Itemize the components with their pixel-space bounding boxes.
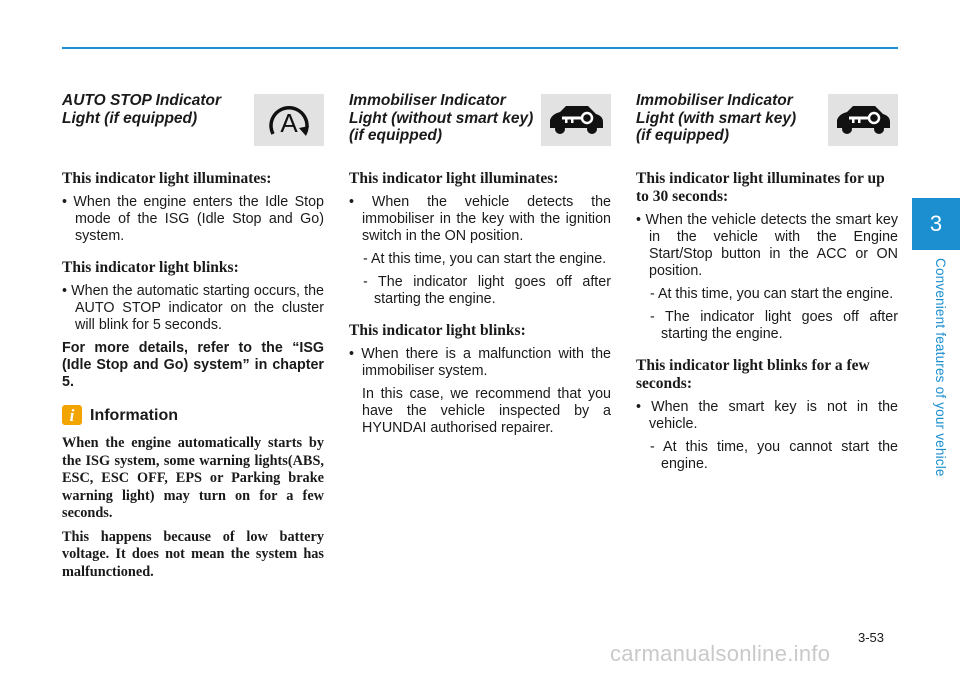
section-title bbox=[62, 92, 247, 127]
column-auto-stop bbox=[62, 92, 324, 587]
section-header bbox=[62, 92, 324, 156]
information-text: When the engine automatically starts by the ISG system, some warning lights(ABS, ESC, ESC OFF, EPS or Parking brake warning light) may turn on for a few seconds. bbox=[62, 435, 324, 521]
immobiliser-key-car-icon bbox=[828, 94, 898, 146]
dash-item: - At this time, you can start the engine. bbox=[363, 251, 607, 267]
svg-text:A: A bbox=[280, 108, 298, 138]
immobiliser-key-car-icon bbox=[541, 94, 611, 146]
paragraph: In this case, we recommend that you have the vehicle inspected by a HYUNDAI authorised repairer. bbox=[362, 386, 611, 436]
title-line: AUTO STOP Indicator bbox=[62, 92, 222, 109]
reference-note: For more details, refer to the “ISG (Idle Stop and Go) system” in chapter 5. bbox=[62, 340, 324, 390]
subheading: This indicator light blinks for a few seconds: bbox=[636, 357, 870, 392]
subheading: This indicator light illuminates: bbox=[62, 170, 272, 187]
title-line: Immobiliser Indicator bbox=[349, 92, 506, 109]
bullet-item: • When the vehicle detects the immobiliser in the key with the ignition switch in the ON position. bbox=[349, 194, 611, 244]
title-line: (if equipped) bbox=[636, 127, 729, 144]
dash-item: - At this time, you can start the engine. bbox=[650, 286, 894, 302]
auto-stop-A-icon bbox=[254, 94, 324, 146]
information-title: Information bbox=[90, 406, 178, 424]
section-header bbox=[349, 92, 611, 156]
dash-item: - The indicator light goes off after starting the engine. bbox=[650, 309, 898, 342]
dash-item: - The indicator light goes off after starting the engine. bbox=[363, 274, 611, 307]
section-header bbox=[636, 92, 898, 156]
column-immobiliser-without-smart-key bbox=[349, 92, 611, 443]
title-line: Light (without smart key) bbox=[349, 109, 534, 127]
bullet-item: • When the vehicle detects the smart key in the vehicle with the Engine Start/Stop button in the ACC or ON position. bbox=[636, 212, 898, 279]
subheading: This indicator light illuminates for up to 30 seconds: bbox=[636, 170, 885, 205]
subheading: This indicator light blinks: bbox=[62, 259, 239, 276]
bullet-item: • When the automatic starting occurs, the AUTO STOP indicator on the cluster will blink for 5 seconds. bbox=[62, 283, 324, 333]
top-rule bbox=[62, 47, 898, 49]
page-number: 3-53 bbox=[858, 630, 885, 645]
information-heading bbox=[62, 405, 324, 425]
bullet-item: • When the engine enters the Idle Stop mode of the ISG (Idle Stop and Go) system. bbox=[62, 194, 324, 244]
dash-item: - At this time, you cannot start the engine. bbox=[650, 439, 898, 472]
subheading: This indicator light blinks: bbox=[349, 322, 526, 339]
bullet-item: • When the smart key is not in the vehicle. bbox=[636, 399, 898, 432]
information-text: This happens because of low battery voltage. It does not mean the system has malfunctioned. bbox=[62, 528, 324, 580]
chapter-title: Convenient features of your vehicle bbox=[933, 258, 948, 477]
chapter-tab: 3 bbox=[912, 198, 960, 250]
watermark: carmanualsonline.info bbox=[610, 641, 831, 666]
title-line: (if equipped) bbox=[349, 127, 442, 144]
information-icon: i bbox=[62, 405, 82, 425]
title-line: Light (if equipped) bbox=[62, 109, 198, 127]
bullet-item: • When there is a malfunction with the immobiliser system. bbox=[349, 346, 611, 379]
column-immobiliser-with-smart-key bbox=[636, 92, 898, 479]
section-title bbox=[636, 92, 821, 145]
title-line: Light (with smart key) bbox=[636, 109, 797, 127]
subheading: This indicator light illuminates: bbox=[349, 170, 559, 187]
title-line: Immobiliser Indicator bbox=[636, 92, 793, 109]
section-title bbox=[349, 92, 534, 145]
